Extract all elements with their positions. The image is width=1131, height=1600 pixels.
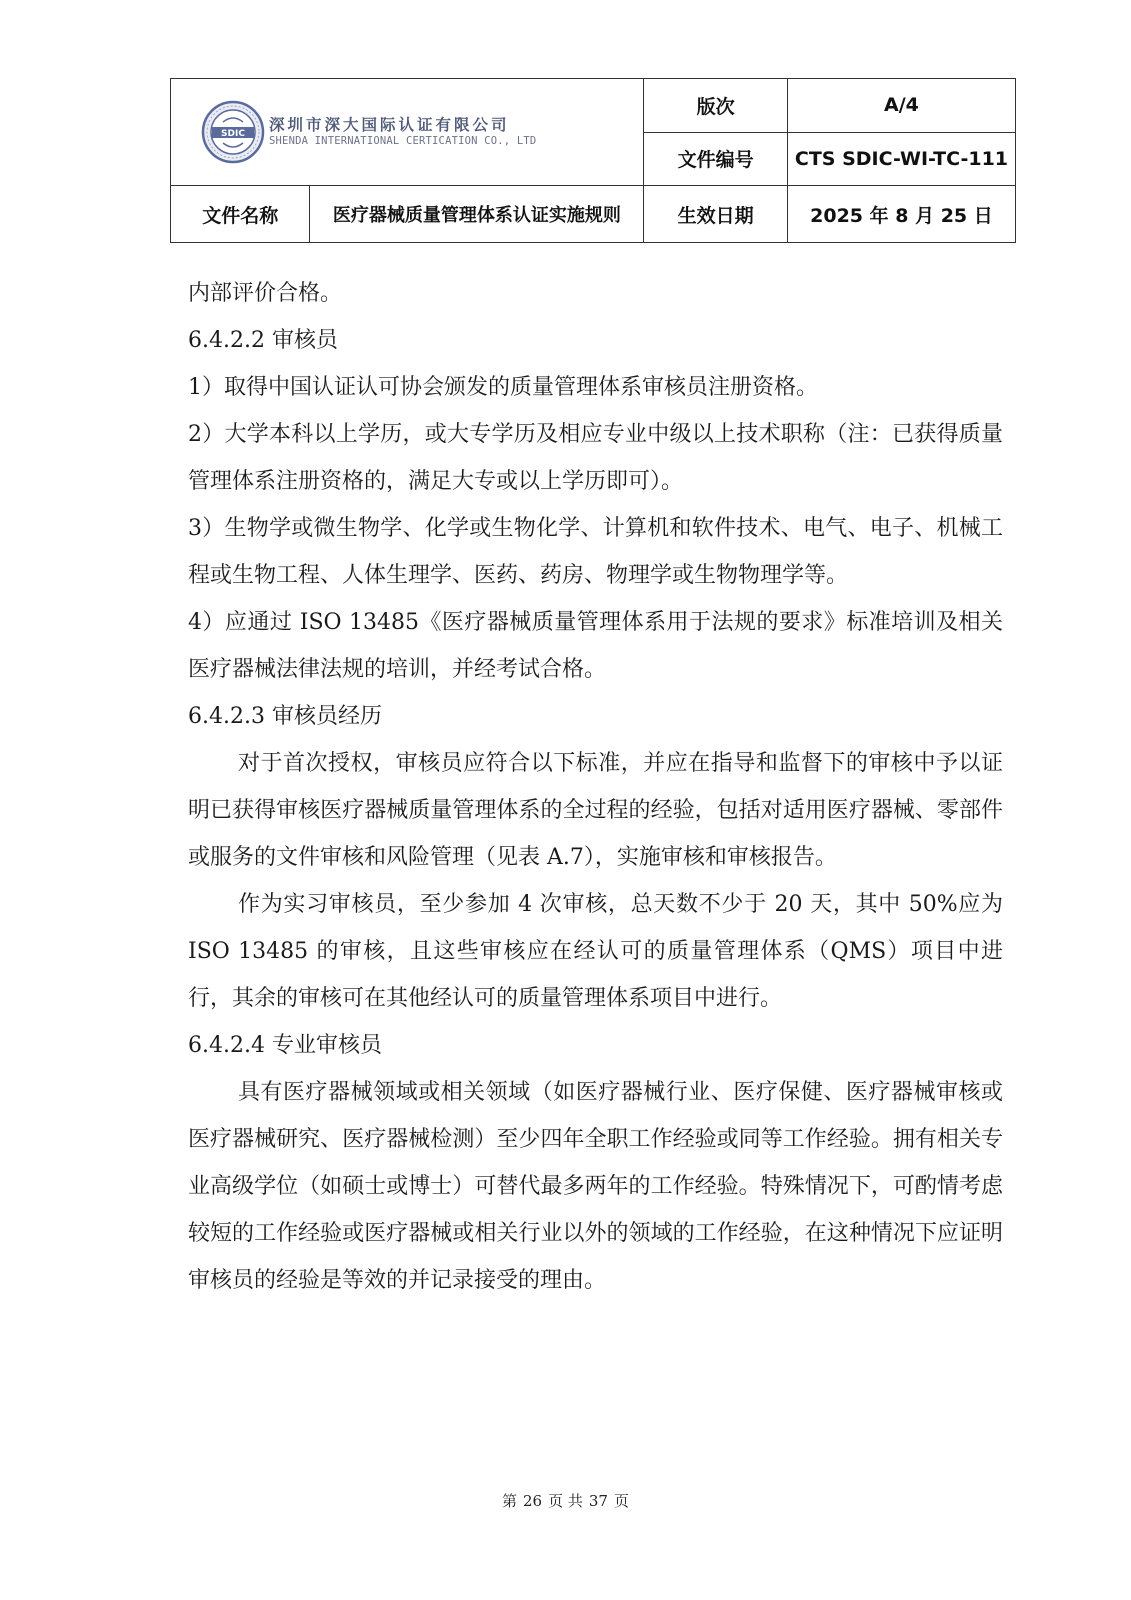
footer-suffix: 页	[613, 1492, 629, 1510]
version-label: 版次	[644, 79, 788, 133]
body-paragraph: 内部评价合格。	[188, 281, 343, 306]
doc-name-value: 医疗器械质量管理体系认证实施规则	[310, 186, 644, 243]
total-pages-number: 37	[588, 1492, 608, 1510]
body-paragraph: 6.4.2.3 审核员经历	[188, 704, 382, 729]
body-paragraph: 具有医疗器械领域或相关领域（如医疗器械行业、医疗保健、医疗器械审核或医疗器械研究、医疗器械检测）至少四年全职工作经验或同等工作经验。拥有相关专业高级学位（如硕士或博士）可替代最多两年的工作经验。特殊情况下，可酌情考虑较短的工作经验或医疗器械或相关行业以外的领域的工作经验，在这种情况下应证明审核员的经验是等效的并记录接受的理由。	[188, 1080, 1003, 1293]
document-header-table	[170, 78, 1016, 243]
body-paragraph: 4）应通过 ISO 13485《医疗器械质量管理体系用于法规的要求》标准培训及相关医疗器械法律法规的培训，并经考试合格。	[188, 610, 1003, 682]
page-footer	[0, 1490, 1131, 1511]
footer-middle: 页 共	[548, 1492, 583, 1510]
body-paragraph: 1）取得中国认证认可协会颁发的质量管理体系审核员注册资格。	[188, 375, 818, 400]
body-paragraph: 3）生物学或微生物学、化学或生物化学、计算机和软件技术、电气、电子、机械工程或生物工程、人体生理学、医药、药房、物理学或生物物理学等。	[188, 516, 1003, 588]
company-logo-cell	[171, 79, 644, 186]
body-paragraph: 作为实习审核员，至少参加 4 次审核，总天数不少于 20 天，其中 50%应为 ISO 13485 的审核，且这些审核应在经认可的质量管理体系（QMS）项目中进行，其余的审核可在其他经认可的质量管理体系项目中进行。	[188, 892, 1003, 1011]
current-page-number: 26	[523, 1492, 543, 1510]
version-value: A/4	[787, 79, 1015, 133]
body-paragraph: 6.4.2.2 审核员	[188, 328, 338, 353]
footer-prefix: 第	[502, 1492, 518, 1510]
doc-number-value: CTS SDIC-WI-TC-111	[787, 132, 1015, 186]
body-paragraph: 6.4.2.4 专业审核员	[188, 1033, 382, 1058]
doc-name-label: 文件名称	[171, 186, 310, 243]
company-seal-icon	[201, 100, 265, 164]
effective-date-label: 生效日期	[644, 186, 788, 243]
doc-number-label: 文件编号	[644, 132, 788, 186]
effective-date-value: 2025 年 8 月 25 日	[787, 186, 1015, 243]
body-paragraph: 对于首次授权，审核员应符合以下标准，并应在指导和监督下的审核中予以证明已获得审核医疗器械质量管理体系的全过程的经验，包括对适用医疗器械、零部件或服务的文件审核和风险管理（见表 A.7），实施审核和审核报告。	[188, 751, 1003, 870]
body-paragraph: 2）大学本科以上学历，或大专学历及相应专业中级以上技术职称（注：已获得质量管理体系注册资格的，满足大专或以上学历即可）。	[188, 422, 1003, 494]
document-body	[188, 270, 1003, 1304]
company-name-en: SHENDA INTERNATIONAL CERTICATION CO., LTD	[269, 135, 537, 148]
company-name-cn: 深圳市深大国际认证有限公司	[269, 115, 510, 134]
logo-text: SDIC	[221, 129, 245, 140]
